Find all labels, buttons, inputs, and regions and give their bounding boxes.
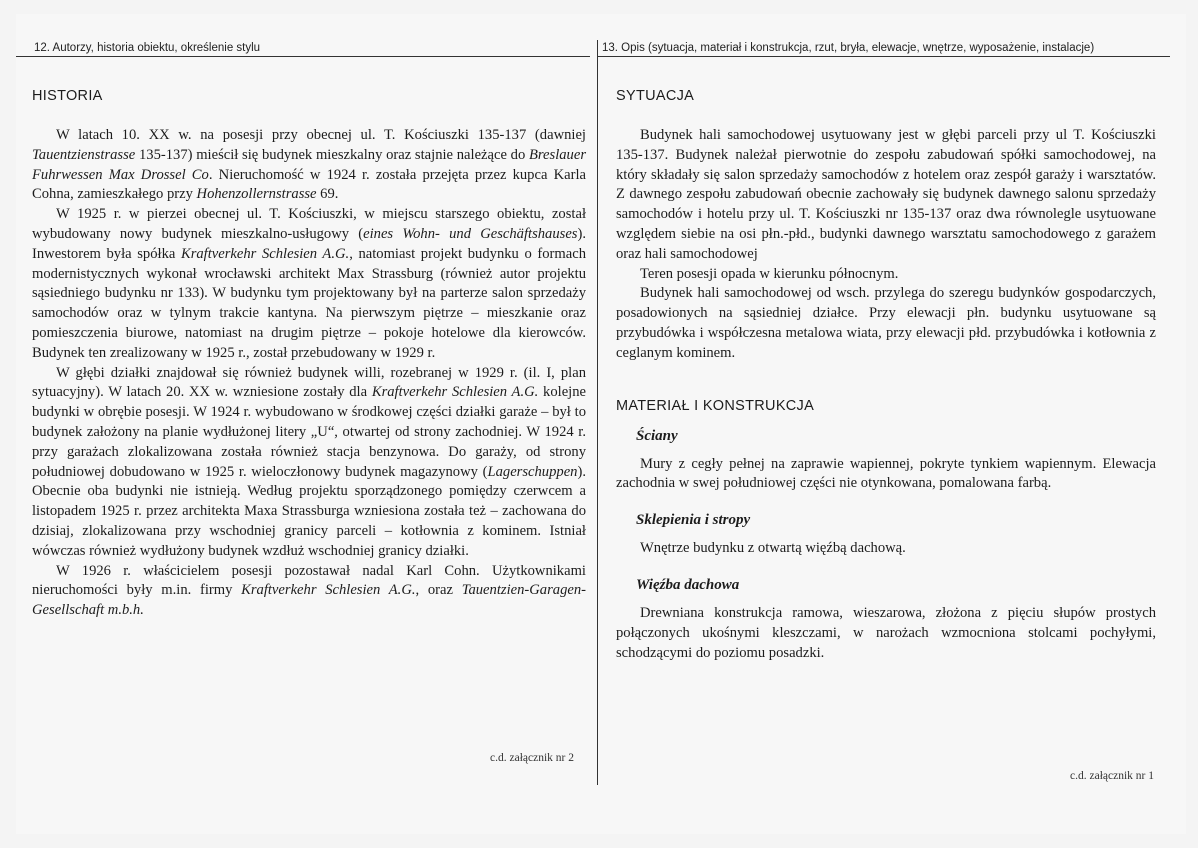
text-run: , oraz bbox=[415, 582, 462, 599]
text-run: . Nieruchomość w 1924 r. została przejęta przez kupca Karla Cohna, zamieszkałego przy bbox=[32, 166, 586, 203]
text-run: , natomiast projekt budynku o formach modernistycznych wykonał wrocławski architekt Max Strassburg (również autor projektu sąsiedniego budynku nr 133). W budynku tym projektowany był na parterze salon sprzedaży samochodów oraz w tylnym trakcie kantyna. Na pierwszym piętrze – mieszkanie oraz pomieszczenia biurowe, natomiast na drugim piętrze – pokoje hotelowe dla kierowców. Budynek ten zrealizowany w 1925 r., został przebudowany w 1929 r. bbox=[32, 245, 586, 361]
vaults-paragraph: Wnętrze budynku z otwartą więźbą dachową. bbox=[640, 540, 906, 557]
subheading-vaults: Sklepienia i stropy bbox=[636, 512, 751, 529]
italic-run: Lagerschuppen bbox=[487, 463, 578, 480]
section-title-sytuacja: SYTUACJA bbox=[616, 88, 695, 104]
situation-paragraph-1: Budynek hali samochodowej usytuowany jest w głębi parceli przy ul T. Kościuszki 135-137. Budynek należał pierwotnie do zespołu zabudowań spółki samochodowej, na który składały się salon sprzedaży samochodów z hotelem oraz zespół garaży i warsztatów. Z dawnego zespołu zabudowań obecnie zachowały się budynek dawnego salonu sprzedaży samochodów i hotelu przy ul. T. Kościuszki nr 135-137 oraz dwa równolegle usytuowane względem siebie na osi płn.-płd., budynki dawnego warsztatu samochodowego z garażem oraz hali samochodowej bbox=[616, 127, 1156, 262]
italic-run: Tauentzien-Garagen-Gesellschaft m.b.h. bbox=[32, 582, 586, 619]
situation-paragraph-2: Teren posesji opada w kierunku północnym. bbox=[640, 265, 899, 282]
history-paragraph-3 bbox=[32, 364, 586, 562]
text-run: 135-137) mieścił się budynek mieszkalny oraz stajnie należące do bbox=[135, 146, 529, 163]
text-run: ). Obecnie oba budynki nie istnieją. Według projektu sporządzonego pomiędzy czerwcem a listopadem 1925 r. przez architekta Maxa Strassburga wzniesiona została też – zachowana do dzisiaj, zlokalizowana przy wschodniej granicy parceli – kotłownia z kominem. Istniał wówczas również wydłużony budynek wzdłuż wschodniej granicy działki. bbox=[32, 463, 586, 559]
section-header-right: 13. Opis (sytuacja, materiał i konstrukcja, rzut, bryła, elewacje, wnętrze, wyposażenie, instalacje) bbox=[598, 42, 1170, 57]
continuation-note-right: c.d. załącznik nr 1 bbox=[1070, 770, 1154, 782]
italic-run: Tauentzienstrasse bbox=[32, 146, 136, 163]
italic-run: Kraftverkehr Schlesien A.G. bbox=[241, 582, 416, 599]
italic-run: Kraftverkehr Schlesien A.G. bbox=[371, 384, 539, 401]
subheading-roof-truss: Więźba dachowa bbox=[636, 576, 740, 593]
history-paragraph-4 bbox=[32, 562, 586, 621]
history-paragraph-2 bbox=[32, 205, 586, 363]
text-run: W głębi działki znajdował się również budynek willi, rozebranej w 1929 r. (il. I, plan sytuacyjny). W latach 20. XX w. wzniesione zostały dla bbox=[32, 364, 586, 401]
continuation-note-left: c.d. załącznik nr 2 bbox=[490, 752, 574, 764]
history-paragraph-1 bbox=[32, 126, 586, 205]
text-run: ). Inwestorem była spółka bbox=[32, 225, 587, 262]
italic-run: Breslauer Fuhrwessen Max Drossel Co bbox=[32, 146, 586, 183]
text-run: 69. bbox=[316, 186, 339, 203]
walls-paragraph: Mury z cegły pełnej na zaprawie wapiennej, pokryte tynkiem wapiennym. Elewacja zachodnia w swej południowej części nie otynkowana, pomalowana farbą. bbox=[616, 455, 1156, 492]
text-run: W 1925 r. w pierzei obecnej ul. T. Kościuszki, w miejscu starszego obiektu, został wybudowany nowy budynek mieszkalno-usługowy ( bbox=[32, 206, 586, 242]
subheading-walls: Ściany bbox=[636, 427, 678, 444]
italic-run: Kraftverkehr Schlesien A.G. bbox=[180, 245, 350, 262]
situation-paragraph-3: Budynek hali samochodowej od wsch. przylega do szeregu budynków gospodarczych, posadowionych na sąsiedniej działce. Przy elewacji płn. budynku usytuowane są przybudówka i współczesna metalowa wiata, przy elewacji płd. przybudówka i kotłownia z ceglanym kominem. bbox=[616, 285, 1156, 361]
column-divider bbox=[597, 40, 598, 785]
section-gap bbox=[616, 364, 1156, 398]
left-column bbox=[32, 88, 586, 621]
text-run: W 1926 r. właścicielem posesji pozostawał nadal Karl Cohn. Użytkownikami nieruchomości były m.in. firmy bbox=[32, 562, 586, 599]
text-run: kolejne budynki w obrębie posesji. W 1924 r. wybudowano w środkowej części działki garaże – był to budynek założony na planie wydłużonej litery „U“, otwartej od strony zachodniej. W 1924 r. przy garażach zlokalizowana została również stacja benzynowa. Do garaży, od strony południowej dobudowano w 1925 r. wieloczłonowy budynek magazynowy ( bbox=[32, 384, 587, 480]
italic-run: Hohenzollernstrasse bbox=[196, 186, 317, 203]
italic-run: eines Wohn- und Geschäftshauses bbox=[363, 225, 578, 242]
section-header-left: 12. Autorzy, historia obiektu, określenie stylu bbox=[16, 42, 590, 57]
text-run: W latach 10. XX w. na posesji przy obecnej ul. T. Kościuszki 135-137 (dawniej bbox=[56, 127, 586, 143]
roof-truss-paragraph: Drewniana konstrukcja ramowa, wieszarowa, złożona z pięciu słupów prostych połączonych ukośnymi kleszczami, w narożach wzmocniona stolcami pochyłymi, schodzącymi do poziomu posadzki. bbox=[616, 604, 1156, 661]
right-column bbox=[616, 88, 1156, 663]
section-title-material: MATERIAŁ I KONSTRUKCJA bbox=[616, 397, 815, 414]
section-title-historia: HISTORIA bbox=[32, 88, 103, 104]
